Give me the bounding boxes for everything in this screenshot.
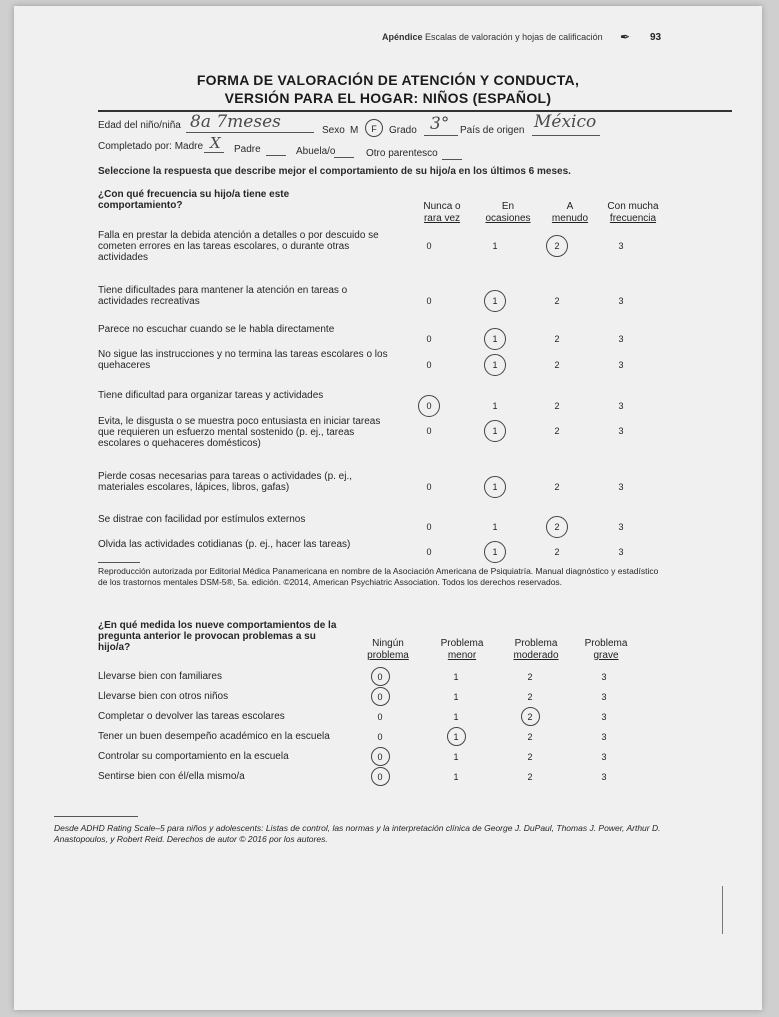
- header-section: Apéndice: [382, 32, 423, 42]
- other-relative-label: Otro parentesco: [366, 148, 438, 159]
- part2-item-3-value-2: 2: [527, 712, 533, 722]
- document-page: [14, 6, 762, 1010]
- part1-item-1-value-1: 1: [492, 241, 498, 251]
- part2-item-2-value-0: 0: [377, 692, 383, 702]
- part2-item-3-text: Completar o devolver las tareas escolares: [98, 711, 285, 722]
- part2-item-5-text: Controlar su comportamiento en la escuela: [98, 751, 289, 762]
- part1-item-7-selection-circle: [484, 476, 506, 498]
- part1-item-3-value-3: 3: [618, 334, 624, 344]
- form-title-line1: FORMA DE VALORACIÓN DE ATENCIÓN Y CONDUCTA,: [196, 72, 580, 88]
- part2-item-4-value-1: 1: [453, 732, 459, 742]
- part1-item-4-value-0: 0: [426, 360, 432, 370]
- sex-label: Sexo: [322, 125, 345, 136]
- part1-item-6-selection-circle: [484, 420, 506, 442]
- part1-item-8-value-1: 1: [492, 522, 498, 532]
- part1-item-3-value-2: 2: [554, 334, 560, 344]
- grade-label: Grado: [389, 125, 417, 136]
- part1-item-7-value-2: 2: [554, 482, 560, 492]
- part1-item-9-value-2: 2: [554, 547, 560, 557]
- part1-item-2-text: Tiene dificultades para mantener la atención en tareas o actividades recreativas: [98, 285, 348, 307]
- part1-item-3-value-0: 0: [426, 334, 432, 344]
- part2-item-5-value-0: 0: [377, 752, 383, 762]
- part2-item-6-value-1: 1: [453, 772, 459, 782]
- part2-item-2-value-1: 1: [453, 692, 459, 702]
- part2-item-1-text: Llevarse bien con familiares: [98, 671, 222, 682]
- part2-item-4-selection-circle: [447, 727, 466, 746]
- part1-item-1-text: Falla en prestar la debida atención a detalles o por descuido se cometen errores en las tareas escolares, o durante otras actividades: [98, 230, 379, 263]
- part1-item-8-value-2: 2: [554, 522, 560, 532]
- part2-item-4-value-2: 2: [527, 732, 533, 742]
- part1-item-4-selection-circle: [484, 354, 506, 376]
- part1-item-6-text: Evita, le disgusta o se muestra poco entusiasta en iniciar tareas que requieren un esfuerzo mental sostenido (p. ej., tareas escolares o quehaceres domésticos): [98, 416, 381, 449]
- part2-col-0-header: Ningún problema: [367, 638, 409, 661]
- header-subtitle: Escalas de valoración y hojas de calificación: [425, 32, 603, 42]
- country-value: México: [534, 112, 597, 132]
- part2-question: ¿En qué medida los nueve comportamientos de la pregunta anterior le provocan problemas a su hijo/a?: [98, 620, 337, 653]
- source-note: Desde ADHD Rating Scale–5 para niños y adolescents: Listas de control, las normas y la interpretación clínica de George J. DuPaul, Thomas J. Power, Arthur D. Anastopoulos, y Robert Reid. Derechos de autor © 2016 por los autores.: [54, 823, 661, 844]
- part1-col-3-header: Con mucha frecuencia: [607, 201, 659, 224]
- father-label: Padre: [234, 144, 261, 155]
- part2-col-3-header: Problema grave: [584, 638, 628, 661]
- part2-item-3-value-3: 3: [601, 712, 607, 722]
- form-title-line2: VERSIÓN PARA EL HOGAR: NIÑOS (ESPAÑOL): [224, 90, 552, 106]
- part1-item-8-selection-circle: [546, 516, 568, 538]
- part2-item-6-selection-circle: [371, 767, 390, 786]
- part2-col-1-header: Problema menor: [440, 638, 484, 661]
- part1-item-2-value-3: 3: [618, 296, 624, 306]
- part2-item-2-text: Llevarse bien con otros niños: [98, 691, 229, 702]
- part1-item-3-text: Parece no escuchar cuando se le habla directamente: [98, 324, 335, 335]
- part2-item-6-value-3: 3: [601, 772, 607, 782]
- part1-item-7-value-0: 0: [426, 482, 432, 492]
- part1-question: ¿Con qué frecuencia su hijo/a tiene este comportamiento?: [98, 189, 290, 211]
- part1-item-2-value-1: 1: [492, 296, 498, 306]
- grandparent-label: Abuela/o: [296, 146, 336, 157]
- father-underline: [266, 155, 286, 156]
- part1-item-8-value-0: 0: [426, 522, 432, 532]
- country-underline: [532, 135, 600, 136]
- part2-item-1-value-0: 0: [377, 672, 383, 682]
- part1-item-9-text: Olvida las actividades cotidianas (p. ej., hacer las tareas): [98, 539, 351, 550]
- reproduction-note: Reproducción autorizada por Editorial Médica Panamericana en nombre de la Asociación Americana de Psiquiatría. Manual diagnóstico y estadístico de los trastornos mentales DSM-5®, 5a. edición. ©2014, American Psychiatric Association. Todos los derechos reservados.: [98, 566, 659, 587]
- age-value: 8a 7meses: [190, 112, 281, 132]
- part2-item-6-text: Sentirse bien con él/ella mismo/a: [98, 771, 245, 782]
- part2-item-3-selection-circle: [521, 707, 540, 726]
- part1-item-1-value-0: 0: [426, 241, 432, 251]
- part2-item-2-selection-circle: [371, 687, 390, 706]
- page-edge-mark: [722, 886, 723, 934]
- grade-value: 3°: [430, 114, 450, 134]
- mother-checkmark: X: [210, 134, 221, 152]
- page-number: 93: [650, 32, 662, 43]
- part1-item-2-value-2: 2: [554, 296, 560, 306]
- part1-item-2-selection-circle: [484, 290, 506, 312]
- age-underline: [186, 132, 314, 133]
- part1-item-3-selection-circle: [484, 328, 506, 350]
- footnote-rule-2: [54, 816, 138, 817]
- part1-item-5-value-0: 0: [426, 401, 432, 411]
- sex-f-option-circled: F: [365, 119, 383, 137]
- part1-item-9-selection-circle: [484, 541, 506, 563]
- part1-item-4-text: No sigue las instrucciones y no termina las tareas escolares o los quehaceres: [98, 349, 388, 371]
- part1-item-5-text: Tiene dificultad para organizar tareas y actividades: [98, 390, 324, 401]
- part1-item-9-value-3: 3: [618, 547, 624, 557]
- sex-m-option: M: [350, 125, 359, 136]
- part1-item-1-value-2: 2: [554, 241, 560, 251]
- part1-item-5-value-2: 2: [554, 401, 560, 411]
- part2-item-3-value-0: 0: [377, 712, 383, 722]
- part1-col-1-header: En ocasiones: [485, 201, 531, 224]
- country-label: País de origen: [460, 125, 525, 136]
- part2-item-5-value-3: 3: [601, 752, 607, 762]
- part1-item-8-value-3: 3: [618, 522, 624, 532]
- part1-item-2-value-0: 0: [426, 296, 432, 306]
- pen-mark-icon: ✒: [620, 30, 631, 44]
- footnote-rule-1: [98, 562, 140, 563]
- part1-item-4-value-3: 3: [618, 360, 624, 370]
- part1-item-9-value-0: 0: [426, 547, 432, 557]
- part2-item-1-value-3: 3: [601, 672, 607, 682]
- part2-item-4-value-3: 3: [601, 732, 607, 742]
- part2-item-6-value-2: 2: [527, 772, 533, 782]
- part1-item-3-value-1: 1: [492, 334, 498, 344]
- part2-item-5-value-2: 2: [527, 752, 533, 762]
- part2-item-1-value-2: 2: [527, 672, 533, 682]
- part1-item-8-text: Se distrae con facilidad por estímulos externos: [98, 514, 306, 525]
- part2-item-1-value-1: 1: [453, 672, 459, 682]
- part1-item-6-value-1: 1: [492, 426, 498, 436]
- part1-item-9-value-1: 1: [492, 547, 498, 557]
- part1-item-1-value-3: 3: [618, 241, 624, 251]
- part2-col-2-header: Problema moderado: [513, 638, 559, 661]
- part2-item-5-selection-circle: [371, 747, 390, 766]
- part1-col-2-header: A menudo: [551, 201, 589, 224]
- part2-item-6-value-0: 0: [377, 772, 383, 782]
- grade-underline: [424, 135, 458, 136]
- part2-item-1-selection-circle: [371, 667, 390, 686]
- instruction-text: Seleccione la respuesta que describe mejor el comportamiento de su hijo/a en los últimos 6 meses.: [98, 166, 571, 177]
- age-label: Edad del niño/niña: [98, 120, 181, 131]
- part1-item-6-value-2: 2: [554, 426, 560, 436]
- part1-item-7-text: Pierde cosas necesarias para tareas o actividades (p. ej., materiales escolares, lápices, libros, gafas): [98, 471, 353, 493]
- part1-item-7-value-3: 3: [618, 482, 624, 492]
- completed-by-label: Completado por: Madre: [98, 141, 204, 152]
- part1-item-6-value-3: 3: [618, 426, 624, 436]
- part1-item-4-value-2: 2: [554, 360, 560, 370]
- part1-item-7-value-1: 1: [492, 482, 498, 492]
- part1-item-5-value-1: 1: [492, 401, 498, 411]
- part2-item-3-value-1: 1: [453, 712, 459, 722]
- part2-item-2-value-3: 3: [601, 692, 607, 702]
- part1-item-5-selection-circle: [418, 395, 440, 417]
- part1-col-0-header: Nunca o rara vez: [423, 201, 461, 224]
- part2-item-4-value-0: 0: [377, 732, 383, 742]
- part2-item-5-value-1: 1: [453, 752, 459, 762]
- grandparent-underline: [334, 157, 354, 158]
- running-header: [382, 32, 603, 42]
- part1-item-6-value-0: 0: [426, 426, 432, 436]
- part1-item-1-selection-circle: [546, 235, 568, 257]
- part1-item-5-value-3: 3: [618, 401, 624, 411]
- part2-item-2-value-2: 2: [527, 692, 533, 702]
- other-underline: [442, 159, 462, 160]
- part2-item-4-text: Tener un buen desempeño académico en la escuela: [98, 731, 330, 742]
- mother-underline: [204, 152, 224, 153]
- part1-item-4-value-1: 1: [492, 360, 498, 370]
